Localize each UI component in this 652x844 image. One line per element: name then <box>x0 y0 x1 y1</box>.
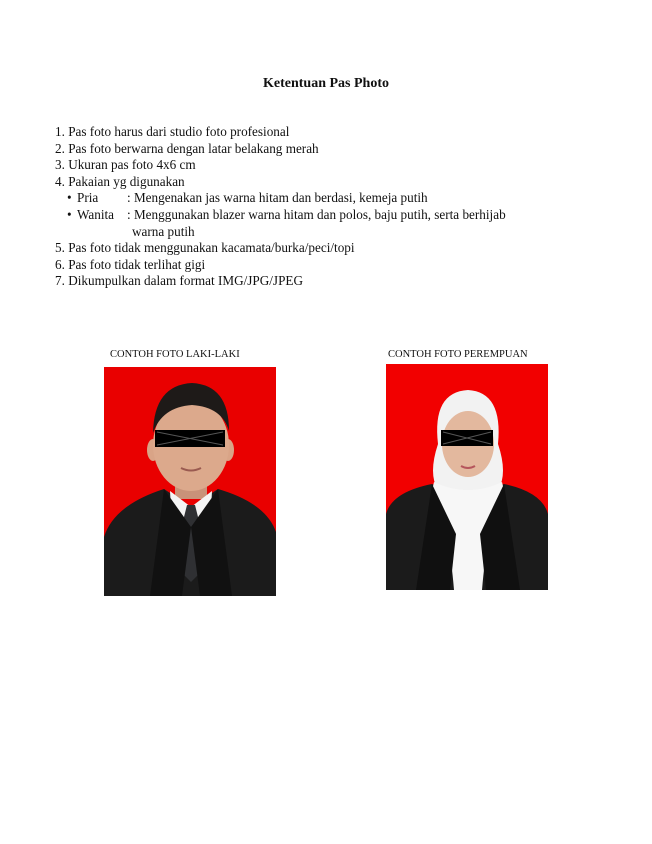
list-item: 2. Pas foto berwarna dengan latar belakang merah <box>55 140 319 156</box>
list-item: 3. Ukuran pas foto 4x6 cm <box>55 157 196 173</box>
female-example-caption: CONTOH FOTO PEREMPUAN <box>388 349 528 360</box>
female-example-photo <box>386 364 548 590</box>
requirements-list <box>55 124 506 290</box>
page-title: Ketentuan Pas Photo <box>263 76 389 91</box>
male-example-caption: CONTOH FOTO LAKI-LAKI <box>110 349 240 360</box>
clothing-text: : Menggunakan blazer warna hitam dan polos, baju putih, serta berhijab <box>127 206 506 222</box>
list-item: 7. Dikumpulkan dalam format IMG/JPG/JPEG <box>55 273 303 289</box>
bullet-icon: • <box>67 206 72 222</box>
list-item: 5. Pas foto tidak menggunakan kacamata/burka/peci/topi <box>55 240 355 256</box>
list-item: 4. Pakaian yg digunakan <box>55 173 185 189</box>
male-example-photo <box>104 367 276 596</box>
clothing-item-wanita <box>55 207 506 224</box>
list-item: 1. Pas foto harus dari studio foto profesional <box>55 124 290 139</box>
clothing-item-pria <box>55 190 506 207</box>
clothing-text: : Mengenakan jas warna hitam dan berdasi, kemeja putih <box>127 190 428 206</box>
clothing-label: Wanita <box>77 206 115 222</box>
clothing-label: Pria <box>77 190 99 206</box>
list-item: 6. Pas foto tidak terlihat gigi <box>55 256 206 272</box>
bullet-icon: • <box>67 190 72 206</box>
clothing-text-continued: warna putih <box>132 223 195 239</box>
